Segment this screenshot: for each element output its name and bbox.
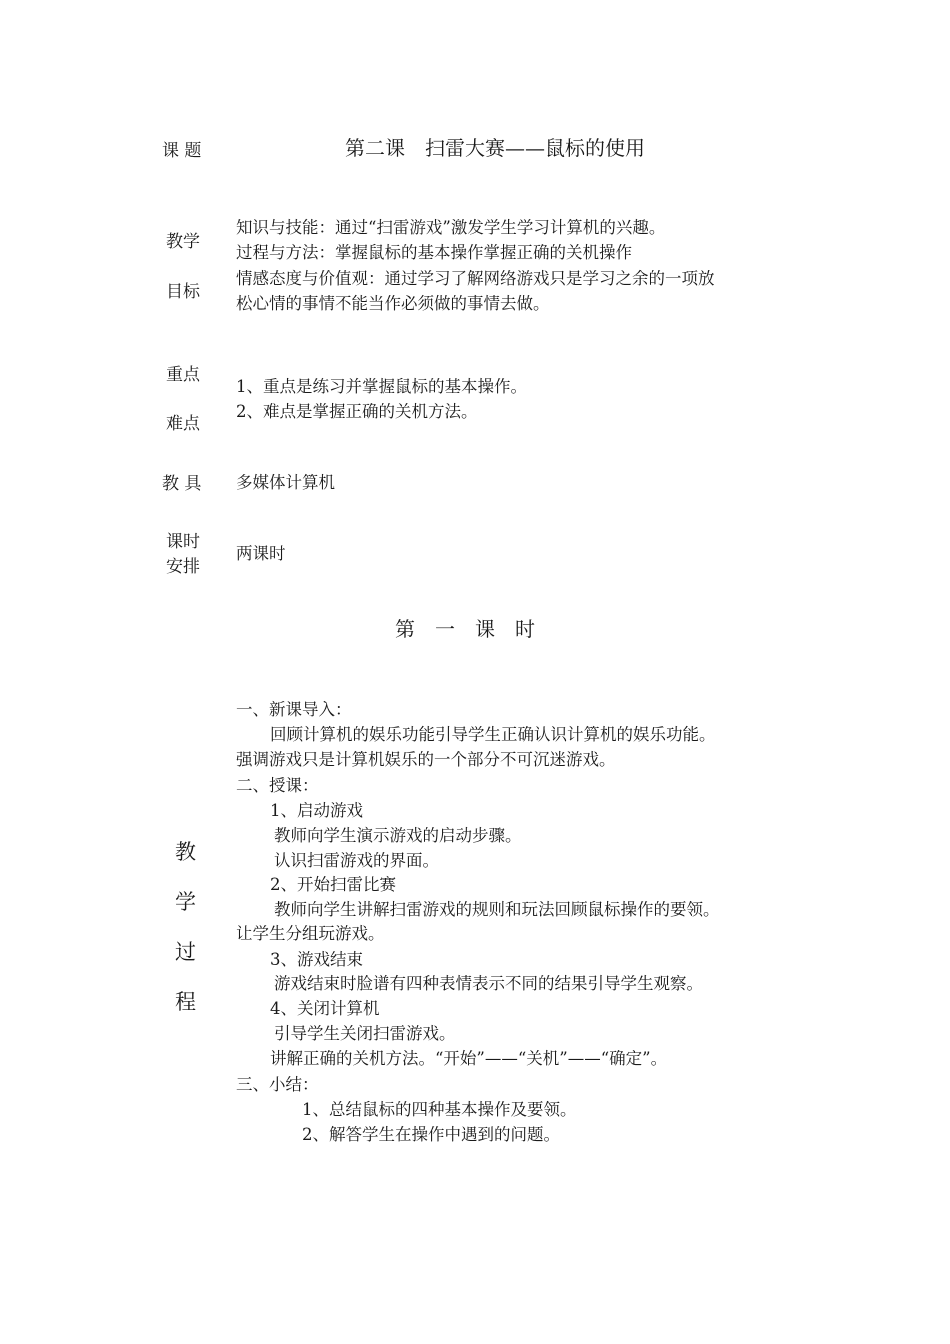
process-label-char: 教 xyxy=(175,840,196,864)
process-line: 强调游戏只是计算机娱乐的一个部分不可沉迷游戏。 xyxy=(236,750,616,769)
process-line: 2、解答学生在操作中遇到的问题。 xyxy=(302,1125,560,1144)
lesson-heading: 第 一 课 时 xyxy=(395,617,535,641)
tools-label: 教 具 xyxy=(162,474,202,494)
objectives-label-line1: 教学 xyxy=(166,232,200,252)
key-point-line: 1、重点是练习并掌握鼠标的基本操作。 xyxy=(236,377,527,396)
lesson-title: 第二课 扫雷大赛——鼠标的使用 xyxy=(345,136,645,160)
schedule-label-line2: 安排 xyxy=(166,557,200,577)
objective-line: 过程与方法：掌握鼠标的基本操作掌握正确的关机操作 xyxy=(236,243,632,262)
key-point-line: 2、难点是掌握正确的关机方法。 xyxy=(236,402,478,421)
objective-line: 情感态度与价值观：通过学习了解网络游戏只是学习之余的一项放 xyxy=(236,269,715,288)
process-line: 让学生分组玩游戏。 xyxy=(236,924,385,943)
process-line: 游戏结束时脸谱有四种表情表示不同的结果引导学生观察。 xyxy=(274,974,703,993)
objective-line: 知识与技能：通过“扫雷游戏”激发学生学习计算机的兴趣。 xyxy=(236,218,666,237)
process-line: 1、启动游戏 xyxy=(270,801,363,820)
objective-line: 松心情的事情不能当作必须做的事情去做。 xyxy=(236,294,550,313)
objectives-label-line2: 目标 xyxy=(166,282,200,302)
process-line: 回顾计算机的娱乐功能引导学生正确认识计算机的娱乐功能。 xyxy=(270,725,716,744)
process-label-char: 过 xyxy=(175,940,196,964)
process-line: 三、小结： xyxy=(236,1075,319,1094)
process-label-char: 程 xyxy=(175,990,196,1014)
process-line: 讲解正确的关机方法。“开始”——“关机”——“确定”。 xyxy=(270,1049,668,1068)
process-line: 4、关闭计算机 xyxy=(270,999,380,1018)
process-line: 教师向学生讲解扫雷游戏的规则和玩法回顾鼠标操作的要领。 xyxy=(274,900,720,919)
topic-label: 课 题 xyxy=(162,141,202,161)
tools-value: 多媒体计算机 xyxy=(236,473,335,492)
key-points-label-line1: 重点 xyxy=(166,365,200,385)
process-line: 一、新课导入： xyxy=(236,700,352,719)
process-line: 3、游戏结束 xyxy=(270,950,363,969)
process-line: 引导学生关闭扫雷游戏。 xyxy=(274,1024,456,1043)
process-line: 认识扫雷游戏的界面。 xyxy=(274,851,439,870)
schedule-label-line1: 课时 xyxy=(166,532,200,552)
schedule-value: 两课时 xyxy=(236,544,286,563)
key-points-label-line2: 难点 xyxy=(166,414,200,434)
process-line: 二、授课： xyxy=(236,776,319,795)
process-label-char: 学 xyxy=(175,890,196,914)
process-line: 教师向学生演示游戏的启动步骤。 xyxy=(274,826,522,845)
process-line: 1、总结鼠标的四种基本操作及要领。 xyxy=(302,1100,577,1119)
process-line: 2、开始扫雷比赛 xyxy=(270,875,396,894)
